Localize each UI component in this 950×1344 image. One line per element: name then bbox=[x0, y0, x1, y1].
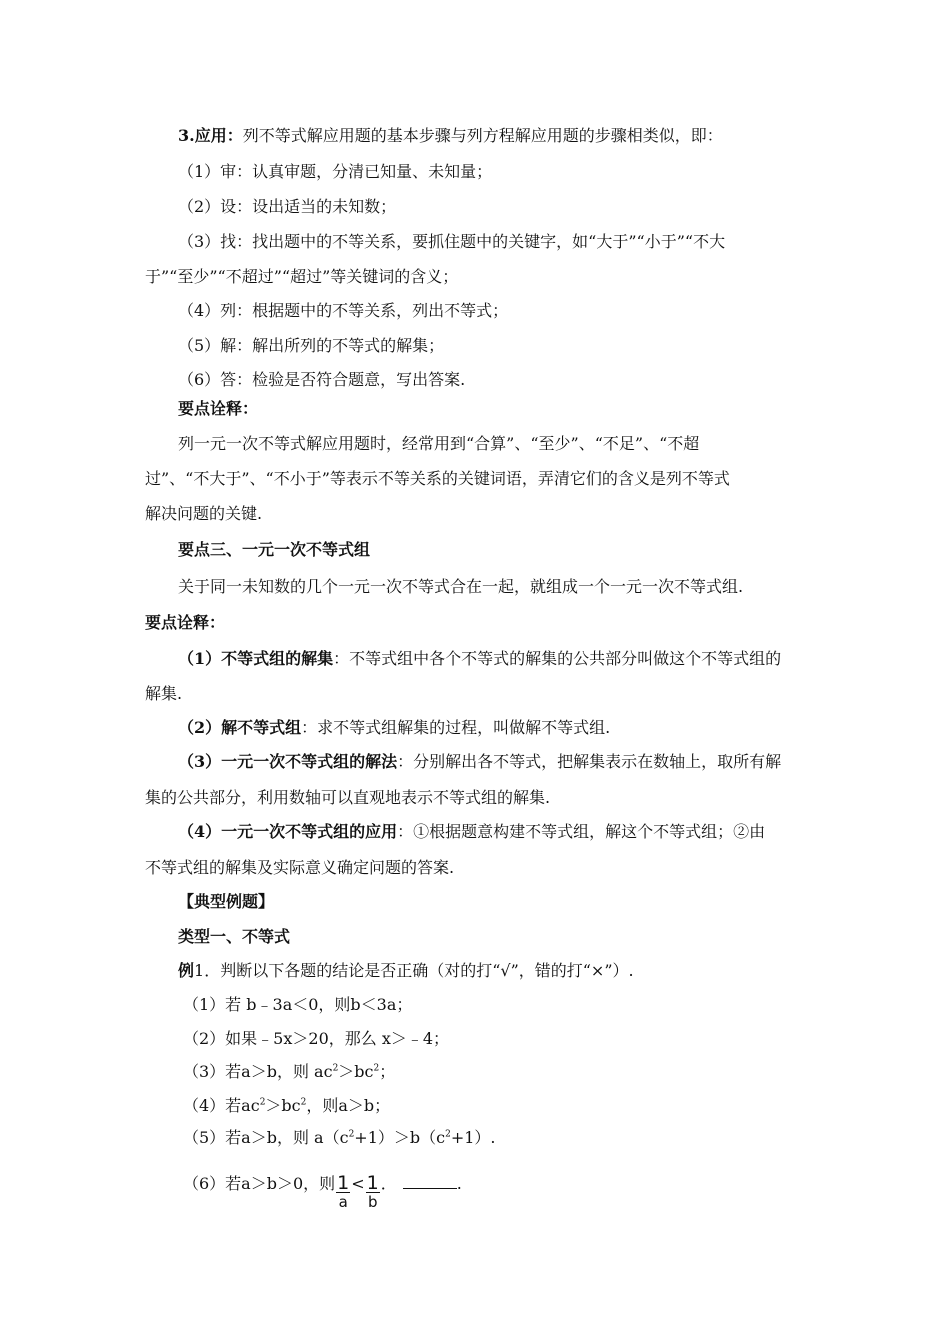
note-2-item-2-head: （2）解不等式组 bbox=[178, 718, 302, 737]
note-2-item-1-cont: 解集. bbox=[145, 684, 183, 703]
example-1-text: 1．判断以下各题的结论是否正确（对的打“√”，错的打“×”）. bbox=[194, 961, 634, 980]
note-2-item-2-text: ：求不等式组解集的过程，叫做解不等式组. bbox=[301, 718, 611, 737]
note-1-title: 要点诠释： bbox=[178, 399, 259, 418]
step-6: （6）答：检验是否符合题意，写出答案. bbox=[178, 370, 466, 389]
item-4-sup-1: 2 bbox=[259, 1097, 266, 1108]
example-1-item-5 bbox=[183, 1128, 496, 1148]
item-6-post: ． bbox=[380, 1174, 397, 1193]
note-2-item-4-head: （4）一元一次不等式组的应用 bbox=[178, 822, 398, 841]
note-1-line-2: 过”、“不大于”、“不小于”等表示不等关系的关键词语，弄清它们的含义是列不等式 bbox=[145, 469, 730, 488]
note-1-line-3: 解决问题的关键. bbox=[145, 504, 263, 523]
section-3-heading: 3.应用： bbox=[178, 126, 243, 145]
answer-blank[interactable] bbox=[403, 1174, 457, 1189]
item-5-sup-2: 2 bbox=[445, 1129, 451, 1140]
step-2: （2）设：设出适当的未知数； bbox=[178, 197, 397, 216]
fraction-1-over-b bbox=[366, 1174, 380, 1211]
step-1: （1）审：认真审题，分清已知量、未知量； bbox=[178, 162, 493, 181]
example-1-stem bbox=[178, 961, 634, 981]
example-1-item-2: （2）如果﹣5x＞20，那么 x＞﹣4； bbox=[183, 1029, 450, 1048]
item-3-post: ； bbox=[379, 1062, 396, 1081]
note-2-item-3-text: ：分别解出各不等式，把解集表示在数轴上，取所有解 bbox=[397, 752, 782, 771]
note-2-item-3-cont: 集的公共部分，利用数轴可以直观地表示不等式组的解集. bbox=[145, 788, 551, 807]
item-6-pre: （6）若a＞b＞0，则 bbox=[183, 1174, 336, 1193]
fraction-2-denominator: b bbox=[367, 1193, 378, 1211]
note-2-item-4-cont: 不等式组的解集及实际意义确定问题的答案. bbox=[145, 858, 455, 877]
note-1-line-1: 列一元一次不等式解应用题时，经常用到“合算”、“至少”、“不足”、“不超 bbox=[178, 434, 700, 453]
step-5: （5）解：解出所列的不等式的解集； bbox=[178, 336, 445, 355]
note-2-item-3-head: （3）一元一次不等式组的解法 bbox=[178, 752, 398, 771]
note-2-title: 要点诠释： bbox=[145, 613, 226, 632]
note-2-item-1-text: ：不等式组中各个不等式的解集的公共部分叫做这个不等式组的 bbox=[333, 649, 782, 668]
example-1-item-4 bbox=[183, 1096, 390, 1116]
section-3-line bbox=[178, 126, 723, 146]
item-3-sup-2: 2 bbox=[373, 1063, 380, 1074]
note-2-item-4 bbox=[178, 822, 765, 842]
type-1-title: 类型一、不等式 bbox=[178, 927, 291, 946]
step-4: （4）列：根据题中的不等关系，列出不等式； bbox=[178, 301, 509, 320]
item-5-mid: +1）＞b（c bbox=[354, 1128, 446, 1147]
item-4-sup-2: 2 bbox=[300, 1097, 307, 1108]
example-1-label: 例 bbox=[178, 961, 195, 980]
section-key-3-text: 关于同一未知数的几个一元一次不等式合在一起，就组成一个一元一次不等式组. bbox=[178, 577, 744, 596]
item-4-pre: （4）若ac bbox=[183, 1096, 260, 1115]
fraction-2-numerator: 1 bbox=[366, 1172, 379, 1194]
item-5-post: +1）. bbox=[450, 1128, 496, 1147]
example-1-item-3 bbox=[183, 1062, 395, 1082]
item-5-pre: （5）若a＞b，则 a（c bbox=[183, 1128, 349, 1147]
item-4-mid: ＞bc bbox=[265, 1096, 301, 1115]
step-3: （3）找：找出题中的不等关系，要抓住题中的关键字，如“大于”“小于”“不大 bbox=[178, 232, 726, 251]
note-2-item-2 bbox=[178, 718, 610, 738]
step-3-cont: 于”“至少”“不超过”“超过”等关键词的含义； bbox=[145, 267, 459, 286]
note-2-item-3 bbox=[178, 752, 781, 772]
note-2-item-1-head: （1）不等式组的解集 bbox=[178, 649, 334, 668]
item-5-sup-1: 2 bbox=[348, 1129, 355, 1140]
final-period: . bbox=[456, 1174, 462, 1193]
note-2-item-1 bbox=[178, 649, 781, 669]
item-3-sup-1: 2 bbox=[332, 1063, 339, 1074]
item-3-pre: （3）若a＞b，则 ac bbox=[183, 1062, 333, 1081]
examples-title: 【典型例题】 bbox=[178, 892, 275, 911]
item-3-mid: ＞bc bbox=[338, 1062, 374, 1081]
example-1-item-6 bbox=[183, 1166, 462, 1211]
fraction-1-numerator: 1 bbox=[337, 1172, 350, 1194]
section-3-text: 列不等式解应用题的基本步骤与列方程解应用题的步骤相类似，即： bbox=[242, 126, 723, 145]
example-1-item-1: （1）若 b﹣3a＜0，则b＜3a； bbox=[183, 995, 413, 1014]
fraction-1-over-a bbox=[336, 1174, 350, 1211]
fraction-1-denominator: a bbox=[338, 1193, 348, 1211]
note-2-item-4-text: ：①根据题意构建不等式组，解这个不等式组；②由 bbox=[397, 822, 766, 841]
section-key-3-title: 要点三、一元一次不等式组 bbox=[178, 540, 371, 559]
item-4-post: ，则a＞b； bbox=[306, 1096, 391, 1115]
less-than-sign: < bbox=[351, 1174, 365, 1193]
